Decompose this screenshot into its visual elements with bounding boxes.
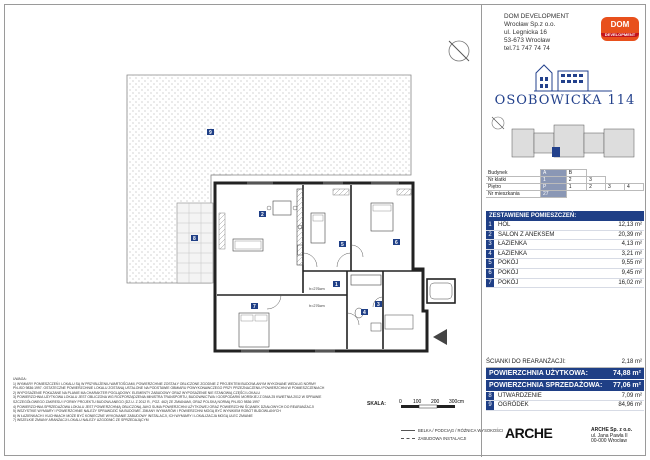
dom-logo: DOM DEVELOPMENT	[601, 17, 639, 41]
note-line: 3) POWIERZCHNIA UŻYTKOWA LOKALU JEST OBLICZONA WG ROZPORZĄDZENIA MINISTRA TRANSPORTU, BUDOWNICTWA I GOSPODARKI MORSKIEJ Z DNIA 25 KWIETNIA 2012 W SPRAWIE	[13, 395, 322, 400]
room-row: 7 POKÓJ 16,02 m²	[486, 279, 644, 289]
room-row: 2 SALON Z ANEKSEM 20,39 m²	[486, 231, 644, 241]
apartment-outline	[215, 183, 427, 351]
svg-text:9: 9	[209, 130, 212, 136]
scale-tick-3: 300cm	[449, 399, 465, 405]
svg-text:2: 2	[261, 212, 264, 218]
info-panel	[481, 5, 647, 457]
svg-text:5: 5	[341, 242, 344, 248]
compass-icon	[449, 41, 469, 61]
legend-item: ZABUDOWA INSTALACJI	[401, 435, 503, 443]
note-line: 7) WSZELKIE ZMIANY ARANŻACJI LOKALU NALEŻY UZGODNIĆ ZE SPRZEDAJĄCYM	[13, 418, 149, 423]
room-tag-2	[259, 211, 266, 218]
room-row: 9 OGRÓDEK 84,96 m²	[486, 401, 644, 411]
room-schedule	[486, 211, 644, 288]
svg-text:6: 6	[395, 240, 398, 246]
location-row-floor: Piętro P 1 2 3 4	[486, 184, 644, 191]
location-row-building: Budynek A B	[486, 170, 644, 177]
scale-bar	[367, 397, 479, 413]
svg-text:7: 7	[253, 304, 256, 310]
svg-text:4: 4	[363, 310, 366, 316]
location-table	[486, 169, 644, 198]
scale-tick-1: 100	[413, 399, 422, 405]
note-line: 4) POWIERZCHNIA SPRZEDAŻOWA LOKALU JEST POWIERZCHNIĄ OBLICZONĄ JAKO SUMA POWIERZCHNI UŻYTKOWEJ ORAZ POWIERZCHNI ŚCIANEK DZIAŁOWYCH DO REARANŻACJI	[13, 404, 314, 409]
room-tag-5	[339, 241, 346, 248]
room-row: 4 ŁAZIENKA 3,21 m²	[486, 250, 644, 260]
height-label-2: h=276cm	[309, 304, 325, 308]
scale-tick-0: 0	[399, 399, 402, 405]
legend-item: BELKA / PODCIĄG / RÓŻNICA WYSOKOŚCI	[401, 427, 503, 435]
arche-logo-text: ARCHE	[505, 425, 553, 441]
architect-logo	[505, 425, 635, 447]
project-name: OSOBOWICKA 114	[494, 93, 636, 108]
developer-city: 53-673 Wrocław	[504, 37, 551, 44]
scale-graphic	[397, 397, 477, 413]
scale-tick-2: 200	[431, 399, 440, 405]
room-tag-6	[393, 239, 400, 246]
room-row: 1 HOL 12,13 m²	[486, 221, 644, 231]
floor-plan-sheet	[4, 4, 646, 456]
room-row: 6 POKÓJ 9,45 m²	[486, 269, 644, 279]
room-row: 5 POKÓJ 9,55 m²	[486, 259, 644, 269]
note-line: UWAGA:	[13, 377, 27, 381]
usable-area-total: POWIERZCHNIA UŻYTKOWA: 74,88 m²	[486, 368, 644, 379]
room-tag-1	[333, 281, 340, 288]
note-line: SZCZEGÓŁOWEGO ZAKRESU I FORMY PROJEKTU BUDOWLANEGO (DZ.U. Z 2012 R., POZ. 462) ZE ZMIANAMI, ORAZ POLSKĄ NORMĄ PN-ISO 9836:1997	[13, 399, 260, 404]
room-tag-7	[251, 303, 258, 310]
note-line: 2) WYPOSAŻENIE POKAZANE NA PLANIE MA CHARAKTER POGLĄDOWY. ELEMENTY ZABUDOWY ORAZ WYPOSAŻENIE NIE STANOWIĄ CZĘŚCI LOKALU	[13, 390, 260, 395]
walls-row: ŚCIANKI DO REARANŻACJI: 2,18 m²	[486, 358, 644, 368]
key-plan	[490, 115, 642, 165]
location-row-apartment: Nr mieszkania 27	[486, 191, 644, 198]
room-tag-9	[207, 129, 214, 136]
svg-text:1: 1	[335, 282, 338, 288]
developer-street: ul. Legnicka 16	[504, 29, 547, 36]
developer-name: DOM DEVELOPMENT	[504, 13, 569, 20]
scale-label: SKALA:	[367, 401, 386, 407]
area-summary	[486, 358, 644, 411]
room-row: 8 UTWARDZENIE 7,09 m²	[486, 392, 644, 402]
svg-text:3: 3	[377, 302, 380, 308]
developer-phone: tel.71 747 74 74	[504, 45, 550, 52]
room-row: 3 ŁAZIENKA 4,13 m²	[486, 240, 644, 250]
location-row-stair: Nr klatki 1 2 3	[486, 177, 644, 184]
room-tag-4	[361, 309, 368, 316]
disclaimer-notes	[13, 377, 359, 423]
note-line: 5) WSZYSTKIE WYMIARY I POWIERZCHNIE NALEŻY SPRAWDZIĆ NA BUDOWIE. ZMIANY WYMIARÓW I POWIERZCHNI MOGĄ BYĆ WYNIKIEM ROBÓT BUDOWLANYCH	[13, 409, 281, 414]
architect-info: ARCHE Sp. z o.o. ul. Jana Pawła II 00-000 Wrocław	[591, 427, 633, 444]
building-illustration-icon	[534, 61, 612, 93]
sale-area-total: POWIERZCHNIA SPRZEDAŻOWA: 77,06 m²	[486, 380, 644, 391]
note-line: 6) W ŁAZIENKACH I KUCHNIACH MOŻE BYĆ KONIECZNE WYKONANIE ZABUDOWY INSTALACJI, ICH WYMIARY I LOKALIZACJA MOGĄ ULEC ZMIANIE	[13, 413, 253, 418]
floor-plan	[11, 13, 481, 393]
room-tag-3	[375, 301, 382, 308]
note-line: 1) WYMIARY POMIESZCZEŃ I LOKALU SĄ W PRZYBLIŻENIU WARTOŚCIAMI, POWIERZCHNIE ZOSTAŁY OBLICZONE ZGODNIE Z PROJEKTEM BUDOWLANYM WYKONANE WEDŁUG NORMY	[13, 381, 317, 386]
svg-text:8: 8	[193, 236, 196, 242]
height-label-1: h=276cm	[309, 287, 325, 291]
developer-company: Wrocław Sp.z o.o.	[504, 21, 556, 28]
developer-info	[504, 13, 609, 53]
note-line: PN-ISO 9836:1997. OSTATECZNE POWIERZCHNIE LOKALU ZOSTANĄ USTALONE NA PODSTAWIE OBMIARU POWYKONAWCZEGO PRZY PRZEZNACZENIU POWIERZCHNI W POMIESZCZENIACH	[13, 386, 325, 391]
room-tag-8	[191, 235, 198, 242]
room-schedule-header: ZESTAWIENIE POMIESZCZEŃ:	[486, 211, 644, 221]
